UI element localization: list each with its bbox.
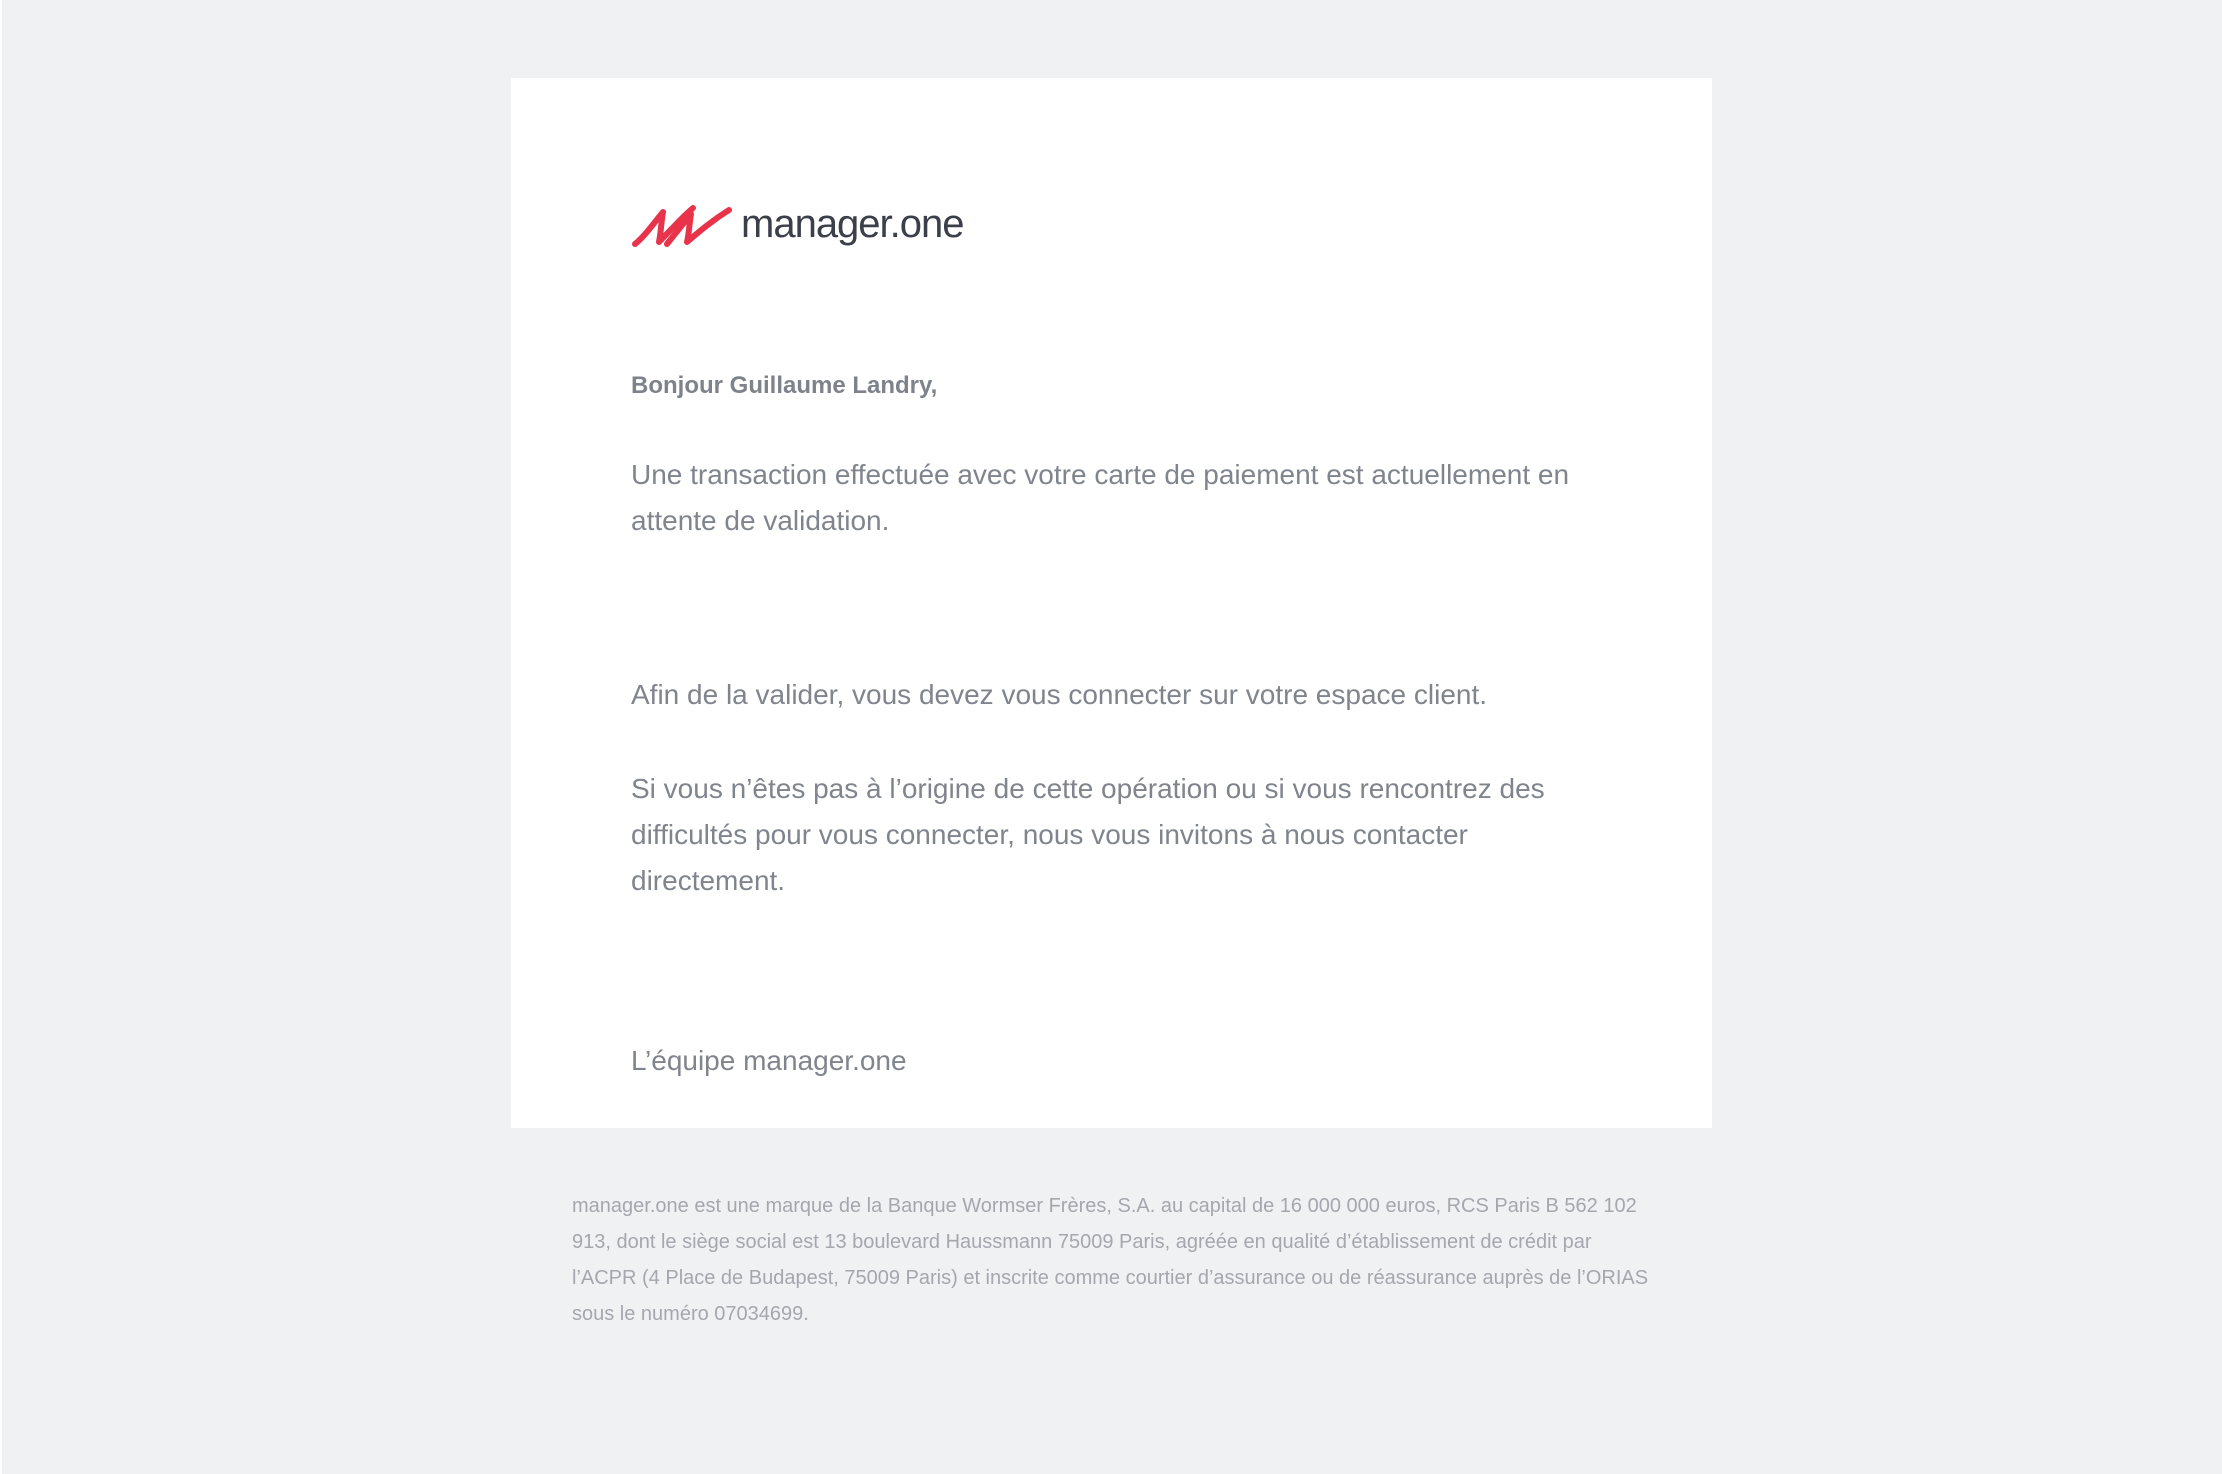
manager-one-logo-mark-icon xyxy=(631,202,733,250)
brand-name: manager.one xyxy=(741,202,964,246)
email-greeting: Bonjour Guillaume Landry, xyxy=(631,372,938,399)
window-edge xyxy=(0,0,2,1474)
email-card xyxy=(511,78,1712,1128)
legal-footer: manager.one est une marque de la Banque Wormser Frères, S.A. au capital de 16 000 000 euros, RCS Paris B 562 102 913, dont le siège social est 13 boulevard Haussmann 75009 Paris, agréée en qualité d’établissement de crédit par l’ACPR (4 Place de Budapest, 75009 Paris) et inscrite comme courtier d’assurance ou de réassurance auprès de l’ORIAS sous le numéro 07034699. xyxy=(572,1195,1649,1325)
email-paragraph-validation: Afin de la valider, vous devez vous connecter sur votre espace client. xyxy=(631,679,1488,710)
brand-logo xyxy=(631,198,964,254)
email-paragraph-transaction: Une transaction effectuée avec votre carte de paiement est actuellement en attente de validation. xyxy=(631,459,1570,536)
email-paragraph-contact: Si vous n’êtes pas à l’origine de cette opération ou si vous rencontrez des difficultés pour vous connecter, nous vous invitons à nous contacter directement. xyxy=(631,773,1545,896)
email-signature: L’équipe manager.one xyxy=(631,1045,907,1076)
